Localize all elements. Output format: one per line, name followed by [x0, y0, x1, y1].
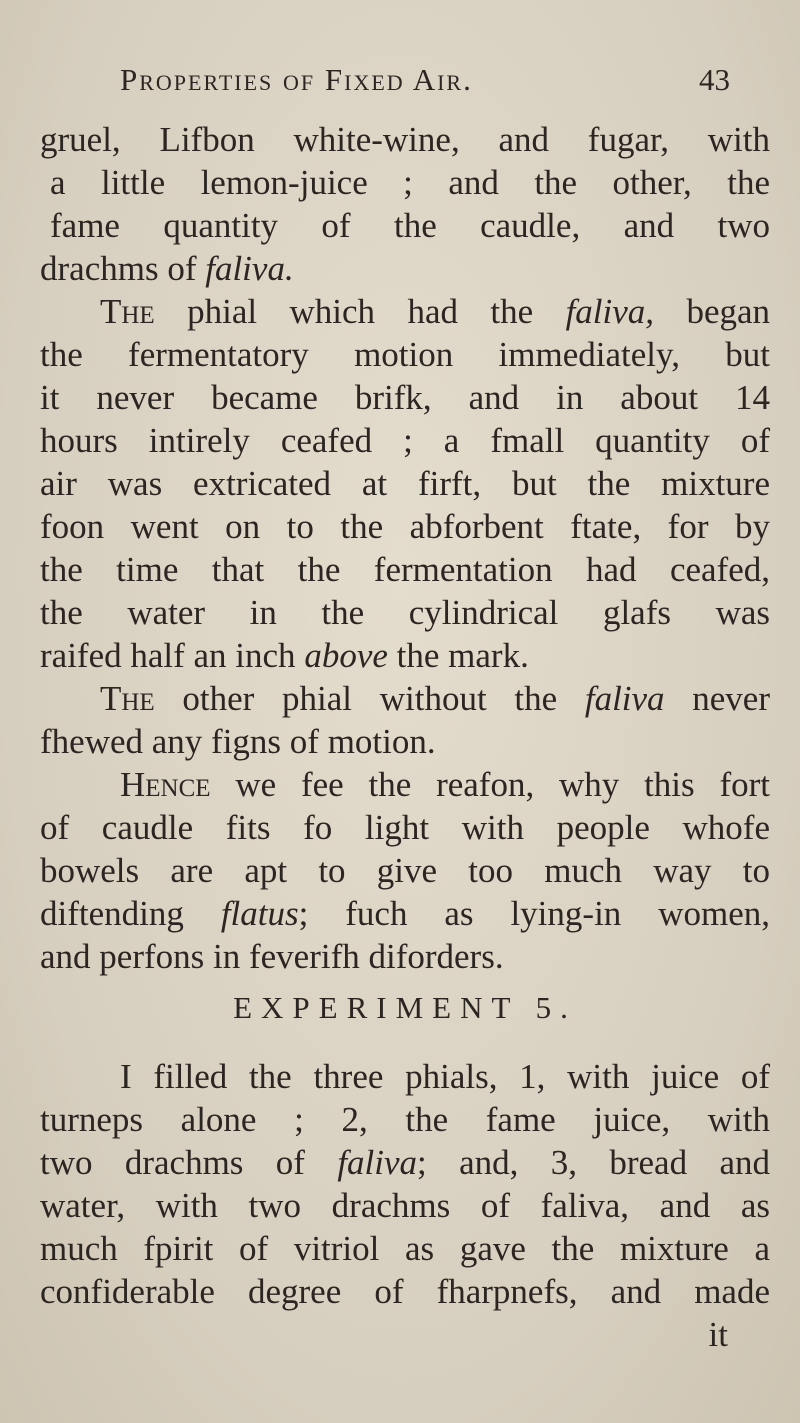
text-line: gruel, Lifbon white-wine, and fugar, with [40, 120, 770, 159]
italic-run: above [304, 636, 388, 675]
lead-word: Hence [120, 765, 211, 804]
text-line: hours intirely ceafed ; a fmall quantity of [40, 421, 770, 460]
text-line: air was extricated at firft, but the mixture [40, 464, 770, 503]
text-run: diftending [40, 894, 184, 933]
text-run: never [692, 679, 770, 718]
text-line: much fpirit of vitriol as gave the mixture a [40, 1229, 770, 1268]
text-run: ; and, 3, bread and [417, 1143, 770, 1182]
italic-run: faliva [337, 1143, 418, 1182]
lead-word: The [100, 292, 155, 331]
text-run: other phial without the [182, 679, 558, 718]
text-run: began [686, 292, 771, 331]
text-line: the water in the cylindrical glafs was [40, 593, 770, 632]
text-run: raifed half an inch [40, 636, 296, 675]
text-run: two drachms of [40, 1143, 305, 1182]
text-line: bowels are apt to give too much way to [40, 851, 770, 890]
text-line [40, 247, 770, 290]
running-title: Properties of Fixed Air. [120, 62, 473, 97]
text-line: turneps alone ; 2, the fame juice, with [40, 1100, 770, 1139]
text-line [40, 1141, 770, 1184]
text-line: foon went on to the abforbent ftate, for by [40, 507, 770, 546]
text-line: a little lemon-juice ; and the other, the [50, 163, 770, 202]
body-text [40, 118, 770, 1356]
text-line: fame quantity of the caudle, and two [50, 206, 770, 245]
text-line: and perfons in feverifh diforders. [40, 937, 504, 976]
catchword: it [708, 1315, 728, 1354]
text-line: of caudle fits fo light with people whofe [40, 808, 770, 847]
text-run: ; fuch as lying-in women, [298, 894, 771, 933]
text-line: confiderable degree of fharpnefs, and made [40, 1272, 770, 1311]
section-heading: EXPERIMENT 5. [233, 990, 577, 1025]
italic-run: faliva, [565, 292, 655, 331]
page-number: 43 [699, 62, 730, 97]
italic-run: faliva [584, 679, 665, 718]
text-line [40, 634, 770, 677]
text-run: phial which had the [187, 292, 534, 331]
paragraph-first-line [40, 763, 770, 806]
text-line: the time that the fermentation had ceafed, [40, 550, 770, 589]
paragraph-first-line [40, 290, 770, 333]
text-run: we fee the reafon, why this fort [235, 765, 770, 804]
paragraph-first-line [40, 677, 770, 720]
lead-word: The [100, 679, 155, 718]
paragraph-first-line: I filled the three phials, 1, with juice of [120, 1057, 770, 1096]
italic-run: flatus [220, 894, 299, 933]
text-line [40, 892, 770, 935]
text-line: water, with two drachms of faliva, and as [40, 1186, 770, 1225]
page-header [110, 62, 730, 112]
text-run: the mark. [396, 636, 529, 675]
text-run: drachms of [40, 249, 197, 288]
italic-run: faliva. [205, 249, 294, 288]
text-line: it never became brifk, and in about 14 [40, 378, 770, 417]
text-line: fhewed any figns of motion. [40, 722, 436, 761]
text-line: the fermentatory motion immediately, but [40, 335, 770, 374]
